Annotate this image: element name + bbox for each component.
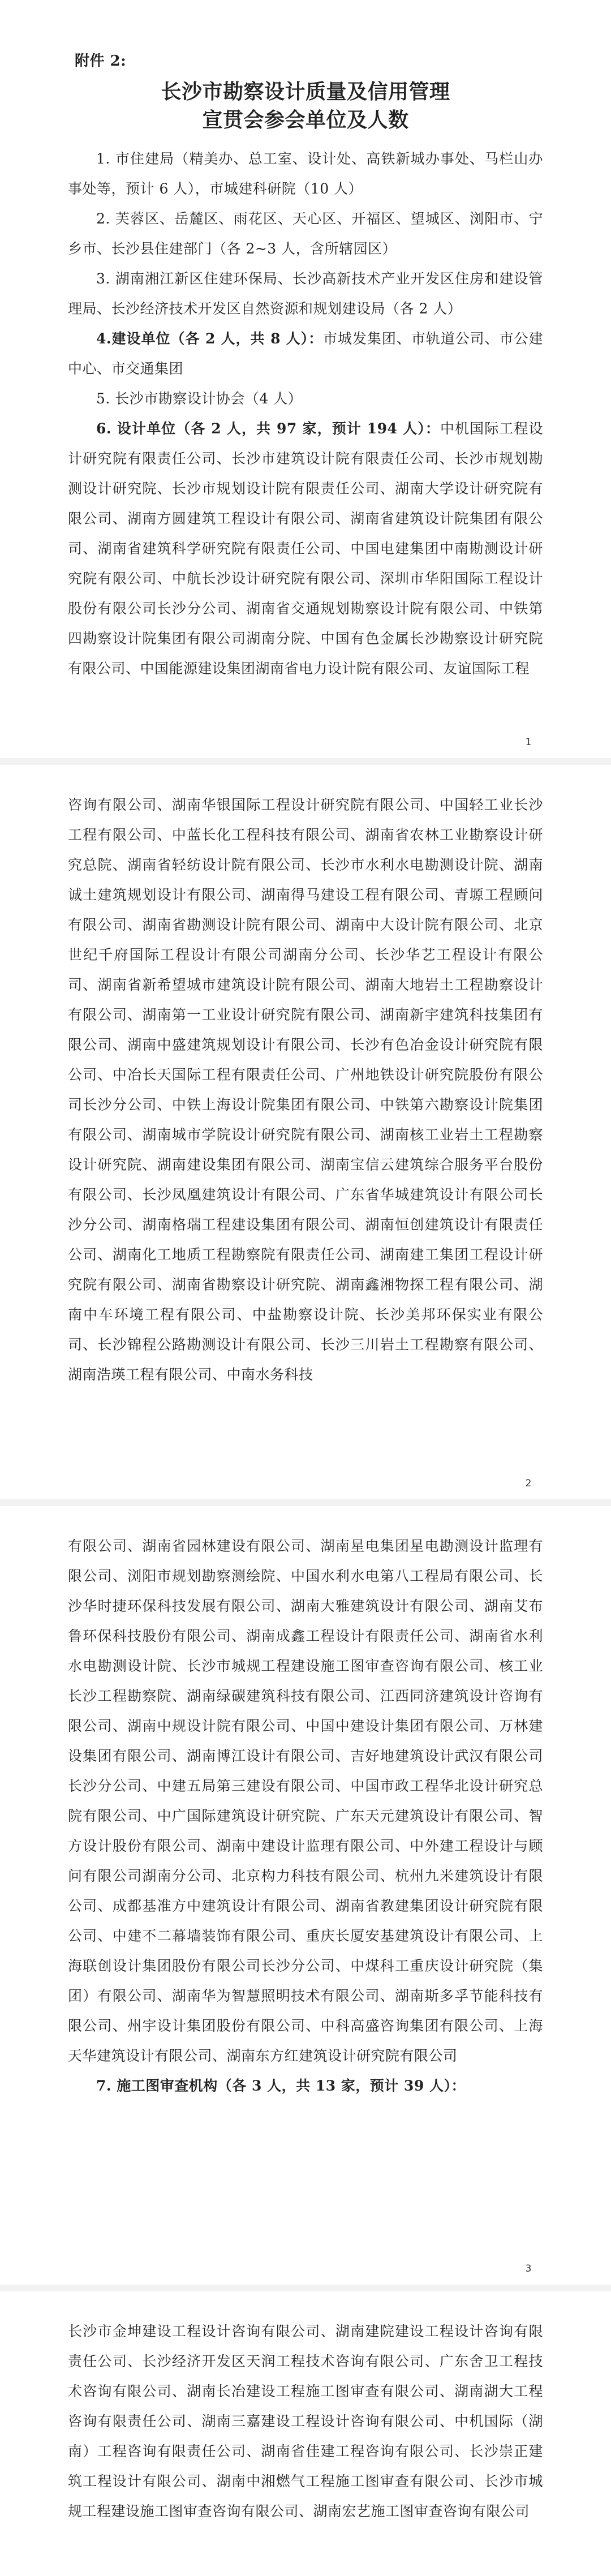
review-agencies-list: 长沙市金坤建设工程设计咨询有限公司、湖南建院建设工程设计咨询有限责任公司、长沙经济开发区天润工程技术咨询有限公司、广东舍卫工程技术咨询有限公司、湖南长冶建设工程施工图审查有限公司、湖南湖大工程咨询有限责任公司、湖南三嘉建设工程设计咨询有限公司、中机国际（湖南）工程咨询有限责任公司、湖南省佳建工程咨询有限公司、长沙崇正建筑工程设计有限公司、湖南中湘燃气工程施工图审查有限公司、长沙市城规工程建设施工图审查咨询有限公司、湖南宏艺施工图审查咨询有限公司 [68, 2323, 543, 2519]
item-7-lead: 7. 施工图审查机构（各 3 人，共 13 家，预计 39 人）： [96, 2078, 466, 2094]
page-number-3: 3 [525, 2263, 532, 2274]
item-3: 3. 湖南湘江新区住建环保局、长沙高新技术产业开发区住房和建设管理局、长沙经济技术开发区自然资源和规划建设局（各 2 人） [68, 270, 543, 317]
document-page-1 [0, 0, 611, 758]
document-title-line-1: 长沙市勘察设计质量及信用管理 [161, 80, 450, 104]
item-2: 2. 芙蓉区、岳麓区、雨花区、天心区、开福区、望城区、浏阳市、宁乡市、长沙县住建部门（各 2~3 人，含所辖园区） [68, 210, 543, 257]
design-units-part-1: 中机国际工程设计研究院有限责任公司、长沙市建筑设计院有限责任公司、长沙市规划勘测设计研究院、长沙市规划设计院有限责任公司、湖南大学设计研究院有限公司、湖南方圆建筑工程设计有限公司、湖南省建筑设计院集团有限公司、湖南省建筑科学研究院有限责任公司、中国电建集团中南勘测设计研究院有限公司、中航长沙设计研究院有限公司、深圳市华阳国际工程设计股份有限公司长沙分公司、湖南省交通规划勘察设计院有限公司、中铁第四勘察设计院集团有限公司湖南分院、中国有色金属长沙勘察设计研究院有限公司、中国能源建设集团湖南省电力设计院有限公司、友谊国际工程 [68, 420, 543, 677]
item-4-lead: 4.建设单位（各 2 人，共 8 人）： [96, 330, 324, 347]
page-number-1: 1 [525, 737, 532, 748]
item-6-lead: 6. 设计单位（各 2 人，共 97 家，预计 194 人）： [96, 420, 440, 437]
item-4-text: 市城发集团、市轨道公司、市公建中心、市交通集团 [68, 330, 543, 377]
item-4 [68, 324, 543, 384]
document-title-line-2: 宣贯会参会单位及人数 [202, 109, 409, 132]
document-page-4 [0, 2291, 611, 2576]
item-5: 5. 长沙市勘察设计协会（4 人） [96, 390, 303, 407]
page-number-2: 2 [525, 1478, 532, 1489]
document-page-3 [0, 1506, 611, 2285]
item-6 [68, 414, 543, 683]
design-units-part-2: 咨询有限公司、湖南华银国际工程设计研究院有限公司、中国轻工业长沙工程有限公司、中蓝长化工程科技有限公司、湖南省农林工业勘察设计研究总院、湖南省轻纺设计院有限公司、长沙市水利水电勘测设计院、湖南诚土建筑规划设计有限公司、湖南得马建设工程有限公司、青塬工程顾问有限公司、湖南省勘测设计院有限公司、湖南中大设计院有限公司、北京世纪千府国际工程设计有限公司湖南分公司、长沙华艺工程设计有限公司、湖南省新希望城市建筑设计院有限公司、湖南大地岩土工程勘察设计有限公司、湖南第一工业设计研究院有限公司、湖南新宇建筑科技集团有限公司、湖南中盛建筑规划设计有限公司、长沙有色冶金设计研究院有限公司、中冶长天国际工程有限责任公司、广州地铁设计研究院股份有限公司长沙分公司、中铁上海设计院集团有限公司、中铁第六勘察设计院集团有限公司、湖南城市学院设计研究院有限公司、湖南核工业岩土工程勘察设计研究院、湖南建设集团有限公司、湖南宝信云建筑综合服务平台股份有限公司、长沙凤凰建筑设计有限公司、广东省华城建筑设计有限公司长沙分公司、湖南格瑞工程建设集团有限公司、湖南恒创建筑设计有限责任公司、湖南化工地质工程勘察院有限责任公司、湖南建工集团工程设计研究院有限公司、湖南省勘察设计研究院、湖南鑫湘物探工程有限公司、湖南中车环境工程有限公司、中盐勘察设计院、长沙美邦环保实业有限公司、长沙锦程公路勘测设计有限公司、长沙三川岩土工程勘察有限公司、湖南浩瑛工程有限公司、中南水务科技 [68, 797, 543, 1383]
document-page-2 [0, 765, 611, 1499]
item-7 [68, 2071, 543, 2101]
design-units-part-3: 有限公司、湖南省园林建设有限公司、湖南星电集团星电勘测设计监理有限公司、浏阳市规划勘察测绘院、中国水利水电第八工程局有限公司、长沙华时捷环保科技发展有限公司、湖南大雅建筑设计有限公司、湖南艾布鲁环保科技股份有限公司、湖南成鑫工程设计有限责任公司、湖南省水利水电勘测设计院、长沙市城规工程建设施工图审查咨询有限公司、核工业长沙工程勘察院、湖南绿碳建筑科技有限公司、江西同济建筑设计咨询有限公司、湖南中规设计院有限公司、中国中建设计集团有限公司、万林建设集团有限公司、湖南博江设计有限公司、吉好地建筑设计武汉有限公司长沙分公司、中建五局第三建设有限公司、中国市政工程华北设计研究总院有限公司、中广国际建筑设计研究院、广东天元建筑设计有限公司、智方设计股份有限公司、湖南中建设计监理有限公司、中外建工程设计与顾问有限公司湖南分公司、北京构力科技有限公司、杭州九米建筑设计有限公司、成都基准方中建筑设计有限公司、湖南省教建集团设计研究院有限公司、中建不二幕墙装饰有限公司、重庆长厦安基建筑设计有限公司、上海联创设计集团股份有限公司长沙分公司、中煤科工重庆设计研究院（集团）有限公司、湖南华为智慧照明技术有限公司、湖南斯多孚节能科技有限公司、州宇设计集团股份有限公司、中科高盛咨询集团有限公司、上海天华建筑设计有限公司、湖南东方红建筑设计研究院有限公司 [68, 1538, 543, 2064]
item-1: 1. 市住建局（精美办、总工室、设计处、高铁新城办事处、马栏山办事处等，预计 6 人），市城建科研院（10 人） [68, 150, 543, 197]
attachment-label: 附件 2: [75, 53, 127, 70]
